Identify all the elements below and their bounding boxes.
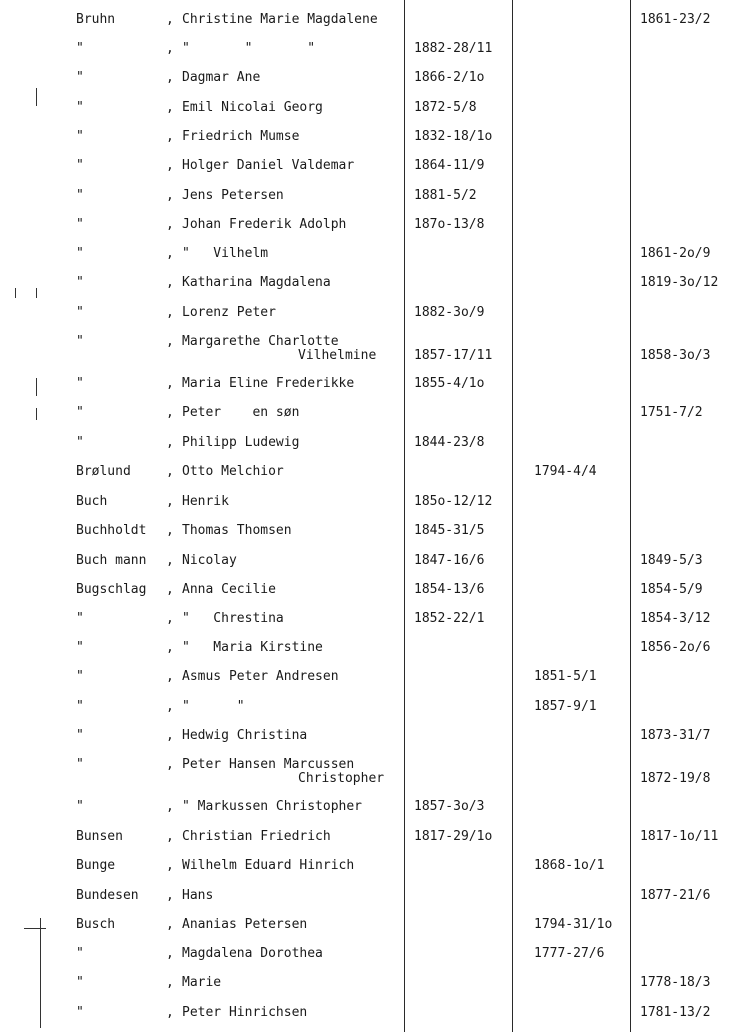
separator-comma: , <box>166 523 174 538</box>
date-column-1: 1832-18/1o <box>414 129 493 144</box>
surname-cell: " <box>76 611 84 626</box>
register-row <box>0 551 750 571</box>
given-names-cell: Otto Melchior <box>182 464 284 479</box>
separator-comma: , <box>166 699 174 714</box>
date-column-3: 1858-3o/3 <box>640 348 711 363</box>
separator-comma: , <box>166 975 174 990</box>
given-names-cell: Katharina Magdalena <box>182 275 331 290</box>
separator-comma: , <box>166 334 174 349</box>
given-names-cell: " Vilhelm <box>182 246 269 261</box>
register-row <box>0 374 750 394</box>
date-column-3: 1849-5/3 <box>640 553 703 568</box>
separator-comma: , <box>166 829 174 844</box>
separator-comma: , <box>166 888 174 903</box>
register-row <box>0 797 750 817</box>
register-row <box>0 98 750 118</box>
date-column-3: 1877-21/6 <box>640 888 711 903</box>
surname-cell: " <box>76 41 84 56</box>
surname-cell: " <box>76 188 84 203</box>
register-row <box>0 433 750 453</box>
given-names-cell: " Chrestina <box>182 611 284 626</box>
register-row <box>0 827 750 847</box>
register-row <box>0 244 750 264</box>
register-row <box>0 156 750 176</box>
surname-cell: " <box>76 305 84 320</box>
register-row <box>0 127 750 147</box>
given-names-cell: Anna Cecilie <box>182 582 276 597</box>
surname-cell: " <box>76 217 84 232</box>
surname-cell: Buch <box>76 494 108 509</box>
given-names-cell: Peter en søn <box>182 405 300 420</box>
surname-cell: Buchholdt <box>76 523 147 538</box>
register-row <box>0 332 750 364</box>
given-names-cell: Margarethe Charlotte <box>182 334 339 349</box>
date-column-2: 1794-31/1o <box>534 917 613 932</box>
surname-cell: " <box>76 246 84 261</box>
date-column-2: 1794-4/4 <box>534 464 597 479</box>
register-row <box>0 68 750 88</box>
surname-cell: Bunsen <box>76 829 123 844</box>
date-column-1: 1864-11/9 <box>414 158 485 173</box>
surname-cell: Bundesen <box>76 888 139 903</box>
surname-cell: " <box>76 275 84 290</box>
surname-cell: " <box>76 699 84 714</box>
date-column-3: 1856-2o/6 <box>640 640 711 655</box>
surname-cell: " <box>76 334 84 349</box>
separator-comma: , <box>166 757 174 772</box>
date-column-1: 1866-2/1o <box>414 70 485 85</box>
date-column-3: 1854-3/12 <box>640 611 711 626</box>
date-column-1: 1855-4/1o <box>414 376 485 391</box>
surname-cell: " <box>76 100 84 115</box>
date-column-1: 1872-5/8 <box>414 100 477 115</box>
separator-comma: , <box>166 12 174 27</box>
given-names-cell: Christian Friedrich <box>182 829 331 844</box>
given-names-cell: Hedwig Christina <box>182 728 308 743</box>
register-row <box>0 39 750 59</box>
column-divider-2 <box>512 0 513 1032</box>
surname-cell: " <box>76 129 84 144</box>
date-column-2: 1857-9/1 <box>534 699 597 714</box>
surname-cell: Bruhn <box>76 12 116 27</box>
register-row <box>0 726 750 746</box>
separator-comma: , <box>166 305 174 320</box>
separator-comma: , <box>166 217 174 232</box>
given-names-cell: Johan Frederik Adolph <box>182 217 347 232</box>
register-row <box>0 856 750 876</box>
separator-comma: , <box>166 41 174 56</box>
given-names-cell: Nicolay <box>182 553 237 568</box>
date-column-1: 1847-16/6 <box>414 553 485 568</box>
date-column-1: 1817-29/1o <box>414 829 493 844</box>
given-names-cell: Philipp Ludewig <box>182 435 300 450</box>
given-names-cell: Peter Hinrichsen <box>182 1005 308 1020</box>
surname-cell: Busch <box>76 917 116 932</box>
separator-comma: , <box>166 405 174 420</box>
given-names-cell: Jens Petersen <box>182 188 284 203</box>
register-row <box>0 638 750 658</box>
surname-cell: " <box>76 405 84 420</box>
given-names-cell: Maria Eline Frederikke <box>182 376 355 391</box>
separator-comma: , <box>166 275 174 290</box>
given-names-cell: Christine Marie Magdalene <box>182 12 378 27</box>
separator-comma: , <box>166 611 174 626</box>
given-names-cell: Henrik <box>182 494 229 509</box>
register-row <box>0 403 750 423</box>
date-column-3: 1861-23/2 <box>640 12 711 27</box>
date-column-1: 1882-3o/9 <box>414 305 485 320</box>
register-row <box>0 609 750 629</box>
separator-comma: , <box>166 640 174 655</box>
surname-cell: " <box>76 669 84 684</box>
register-row <box>0 944 750 964</box>
surname-cell: " <box>76 640 84 655</box>
register-row <box>0 186 750 206</box>
separator-comma: , <box>166 376 174 391</box>
given-names-cell: Lorenz Peter <box>182 305 276 320</box>
surname-cell: Bugschlag <box>76 582 147 597</box>
separator-comma: , <box>166 494 174 509</box>
given-names-cell: Holger Daniel Valdemar <box>182 158 355 173</box>
date-column-3: 1861-2o/9 <box>640 246 711 261</box>
register-row <box>0 303 750 323</box>
register-row <box>0 915 750 935</box>
date-column-1: 1852-22/1 <box>414 611 485 626</box>
given-names-continuation: Vilhelmine <box>298 348 377 363</box>
surname-cell: " <box>76 946 84 961</box>
given-names-cell: " Maria Kirstine <box>182 640 323 655</box>
date-column-1: 1882-28/11 <box>414 41 493 56</box>
register-row <box>0 462 750 482</box>
date-column-2: 1777-27/6 <box>534 946 605 961</box>
date-column-1: 1845-31/5 <box>414 523 485 538</box>
separator-comma: , <box>166 728 174 743</box>
given-names-cell: Thomas Thomsen <box>182 523 292 538</box>
surname-cell: " <box>76 158 84 173</box>
surname-cell: " <box>76 1005 84 1020</box>
separator-comma: , <box>166 188 174 203</box>
surname-cell: Brølund <box>76 464 131 479</box>
date-column-3: 1873-31/7 <box>640 728 711 743</box>
date-column-1: 185o-12/12 <box>414 494 493 509</box>
separator-comma: , <box>166 799 174 814</box>
given-names-cell: Emil Nicolai Georg <box>182 100 323 115</box>
register-row <box>0 273 750 293</box>
date-column-3: 1819-3o/12 <box>640 275 719 290</box>
surname-cell: " <box>76 435 84 450</box>
date-column-1: 1881-5/2 <box>414 188 477 203</box>
register-row <box>0 886 750 906</box>
date-column-1: 187o-13/8 <box>414 217 485 232</box>
date-column-3: 1817-1o/11 <box>640 829 719 844</box>
register-row <box>0 521 750 541</box>
date-column-3: 1778-18/3 <box>640 975 711 990</box>
date-column-2: 1851-5/1 <box>534 669 597 684</box>
column-divider-3 <box>630 0 631 1032</box>
separator-comma: , <box>166 1005 174 1020</box>
separator-comma: , <box>166 246 174 261</box>
column-divider-1 <box>404 0 405 1032</box>
given-names-cell: Magdalena Dorothea <box>182 946 323 961</box>
register-row <box>0 10 750 30</box>
given-names-cell: Wilhelm Eduard Hinrich <box>182 858 355 873</box>
separator-comma: , <box>166 435 174 450</box>
register-row <box>0 492 750 512</box>
given-names-cell: Hans <box>182 888 214 903</box>
given-names-cell: Marie <box>182 975 222 990</box>
surname-cell: Buch mann <box>76 553 147 568</box>
given-names-cell: Ananias Petersen <box>182 917 308 932</box>
given-names-cell: " Markussen Christopher <box>182 799 363 814</box>
given-names-cell: " " <box>182 699 245 714</box>
given-names-cell: Peter Hansen Marcussen <box>182 757 355 772</box>
surname-cell: Bunge <box>76 858 116 873</box>
register-row <box>0 697 750 717</box>
date-column-1: 1854-13/6 <box>414 582 485 597</box>
date-column-3: 1854-5/9 <box>640 582 703 597</box>
separator-comma: , <box>166 669 174 684</box>
date-column-3: 1751-7/2 <box>640 405 703 420</box>
register-row <box>0 667 750 687</box>
separator-comma: , <box>166 129 174 144</box>
separator-comma: , <box>166 70 174 85</box>
register-row <box>0 1003 750 1023</box>
separator-comma: , <box>166 858 174 873</box>
surname-cell: " <box>76 376 84 391</box>
given-names-cell: " " " <box>182 41 316 56</box>
register-row <box>0 215 750 235</box>
separator-comma: , <box>166 158 174 173</box>
separator-comma: , <box>166 464 174 479</box>
separator-comma: , <box>166 100 174 115</box>
surname-cell: " <box>76 757 84 772</box>
separator-comma: , <box>166 917 174 932</box>
date-column-1: 1857-17/11 <box>414 348 493 363</box>
date-column-3: 1872-19/8 <box>640 771 711 786</box>
register-row <box>0 755 750 787</box>
register-row <box>0 580 750 600</box>
given-names-cell: Friedrich Mumse <box>182 129 300 144</box>
surname-cell: " <box>76 70 84 85</box>
register-row <box>0 973 750 993</box>
surname-cell: " <box>76 975 84 990</box>
given-names-cell: Asmus Peter Andresen <box>182 669 339 684</box>
given-names-continuation: Christopher <box>298 771 385 786</box>
separator-comma: , <box>166 582 174 597</box>
date-column-1: 1844-23/8 <box>414 435 485 450</box>
surname-cell: " <box>76 799 84 814</box>
separator-comma: , <box>166 946 174 961</box>
date-column-2: 1868-1o/1 <box>534 858 605 873</box>
date-column-1: 1857-3o/3 <box>414 799 485 814</box>
separator-comma: , <box>166 553 174 568</box>
surname-cell: " <box>76 728 84 743</box>
date-column-3: 1781-13/2 <box>640 1005 711 1020</box>
given-names-cell: Dagmar Ane <box>182 70 261 85</box>
